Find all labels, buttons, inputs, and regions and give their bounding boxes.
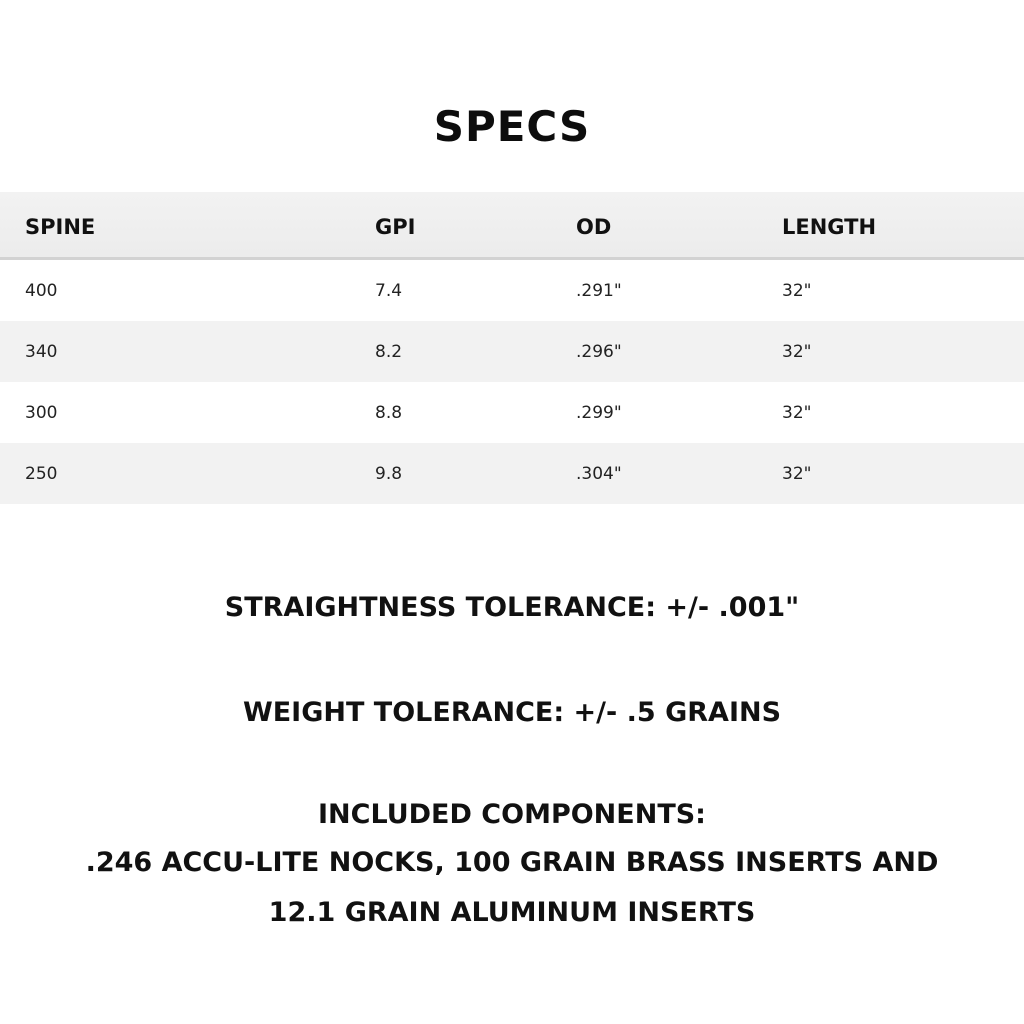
straightness-tolerance: STRAIGHTNESS TOLERANCE: +/- .001" xyxy=(224,592,800,623)
table-row xyxy=(0,321,1024,382)
components-heading: INCLUDED COMPONENTS: xyxy=(318,799,706,830)
page-title: SPECS xyxy=(433,102,591,151)
cell-length: 32" xyxy=(782,341,812,362)
cell-gpi: 8.8 xyxy=(375,402,403,423)
header-od: OD xyxy=(576,214,612,239)
table-header xyxy=(0,192,1024,260)
cell-od: .296" xyxy=(576,341,622,362)
table-row xyxy=(0,382,1024,443)
specs-table xyxy=(0,192,1024,504)
cell-length: 32" xyxy=(782,463,812,484)
table-row xyxy=(0,260,1024,321)
cell-gpi: 7.4 xyxy=(375,280,403,301)
cell-gpi: 8.2 xyxy=(375,341,403,362)
components-line-2: 12.1 GRAIN ALUMINUM INSERTS xyxy=(268,897,756,928)
cell-od: .304" xyxy=(576,463,622,484)
cell-spine: 300 xyxy=(25,402,58,423)
weight-tolerance: WEIGHT TOLERANCE: +/- .5 GRAINS xyxy=(242,697,782,728)
cell-spine: 400 xyxy=(25,280,58,301)
header-spine: SPINE xyxy=(25,214,96,239)
cell-gpi: 9.8 xyxy=(375,463,403,484)
cell-od: .291" xyxy=(576,280,622,301)
cell-length: 32" xyxy=(782,280,812,301)
components-line-1: .246 ACCU-LITE NOCKS, 100 GRAIN BRASS INSERTS AND xyxy=(85,847,939,878)
table-row xyxy=(0,443,1024,504)
header-gpi: GPI xyxy=(375,214,416,239)
cell-spine: 340 xyxy=(25,341,58,362)
cell-length: 32" xyxy=(782,402,812,423)
cell-spine: 250 xyxy=(25,463,58,484)
cell-od: .299" xyxy=(576,402,622,423)
header-length: LENGTH xyxy=(782,214,877,239)
